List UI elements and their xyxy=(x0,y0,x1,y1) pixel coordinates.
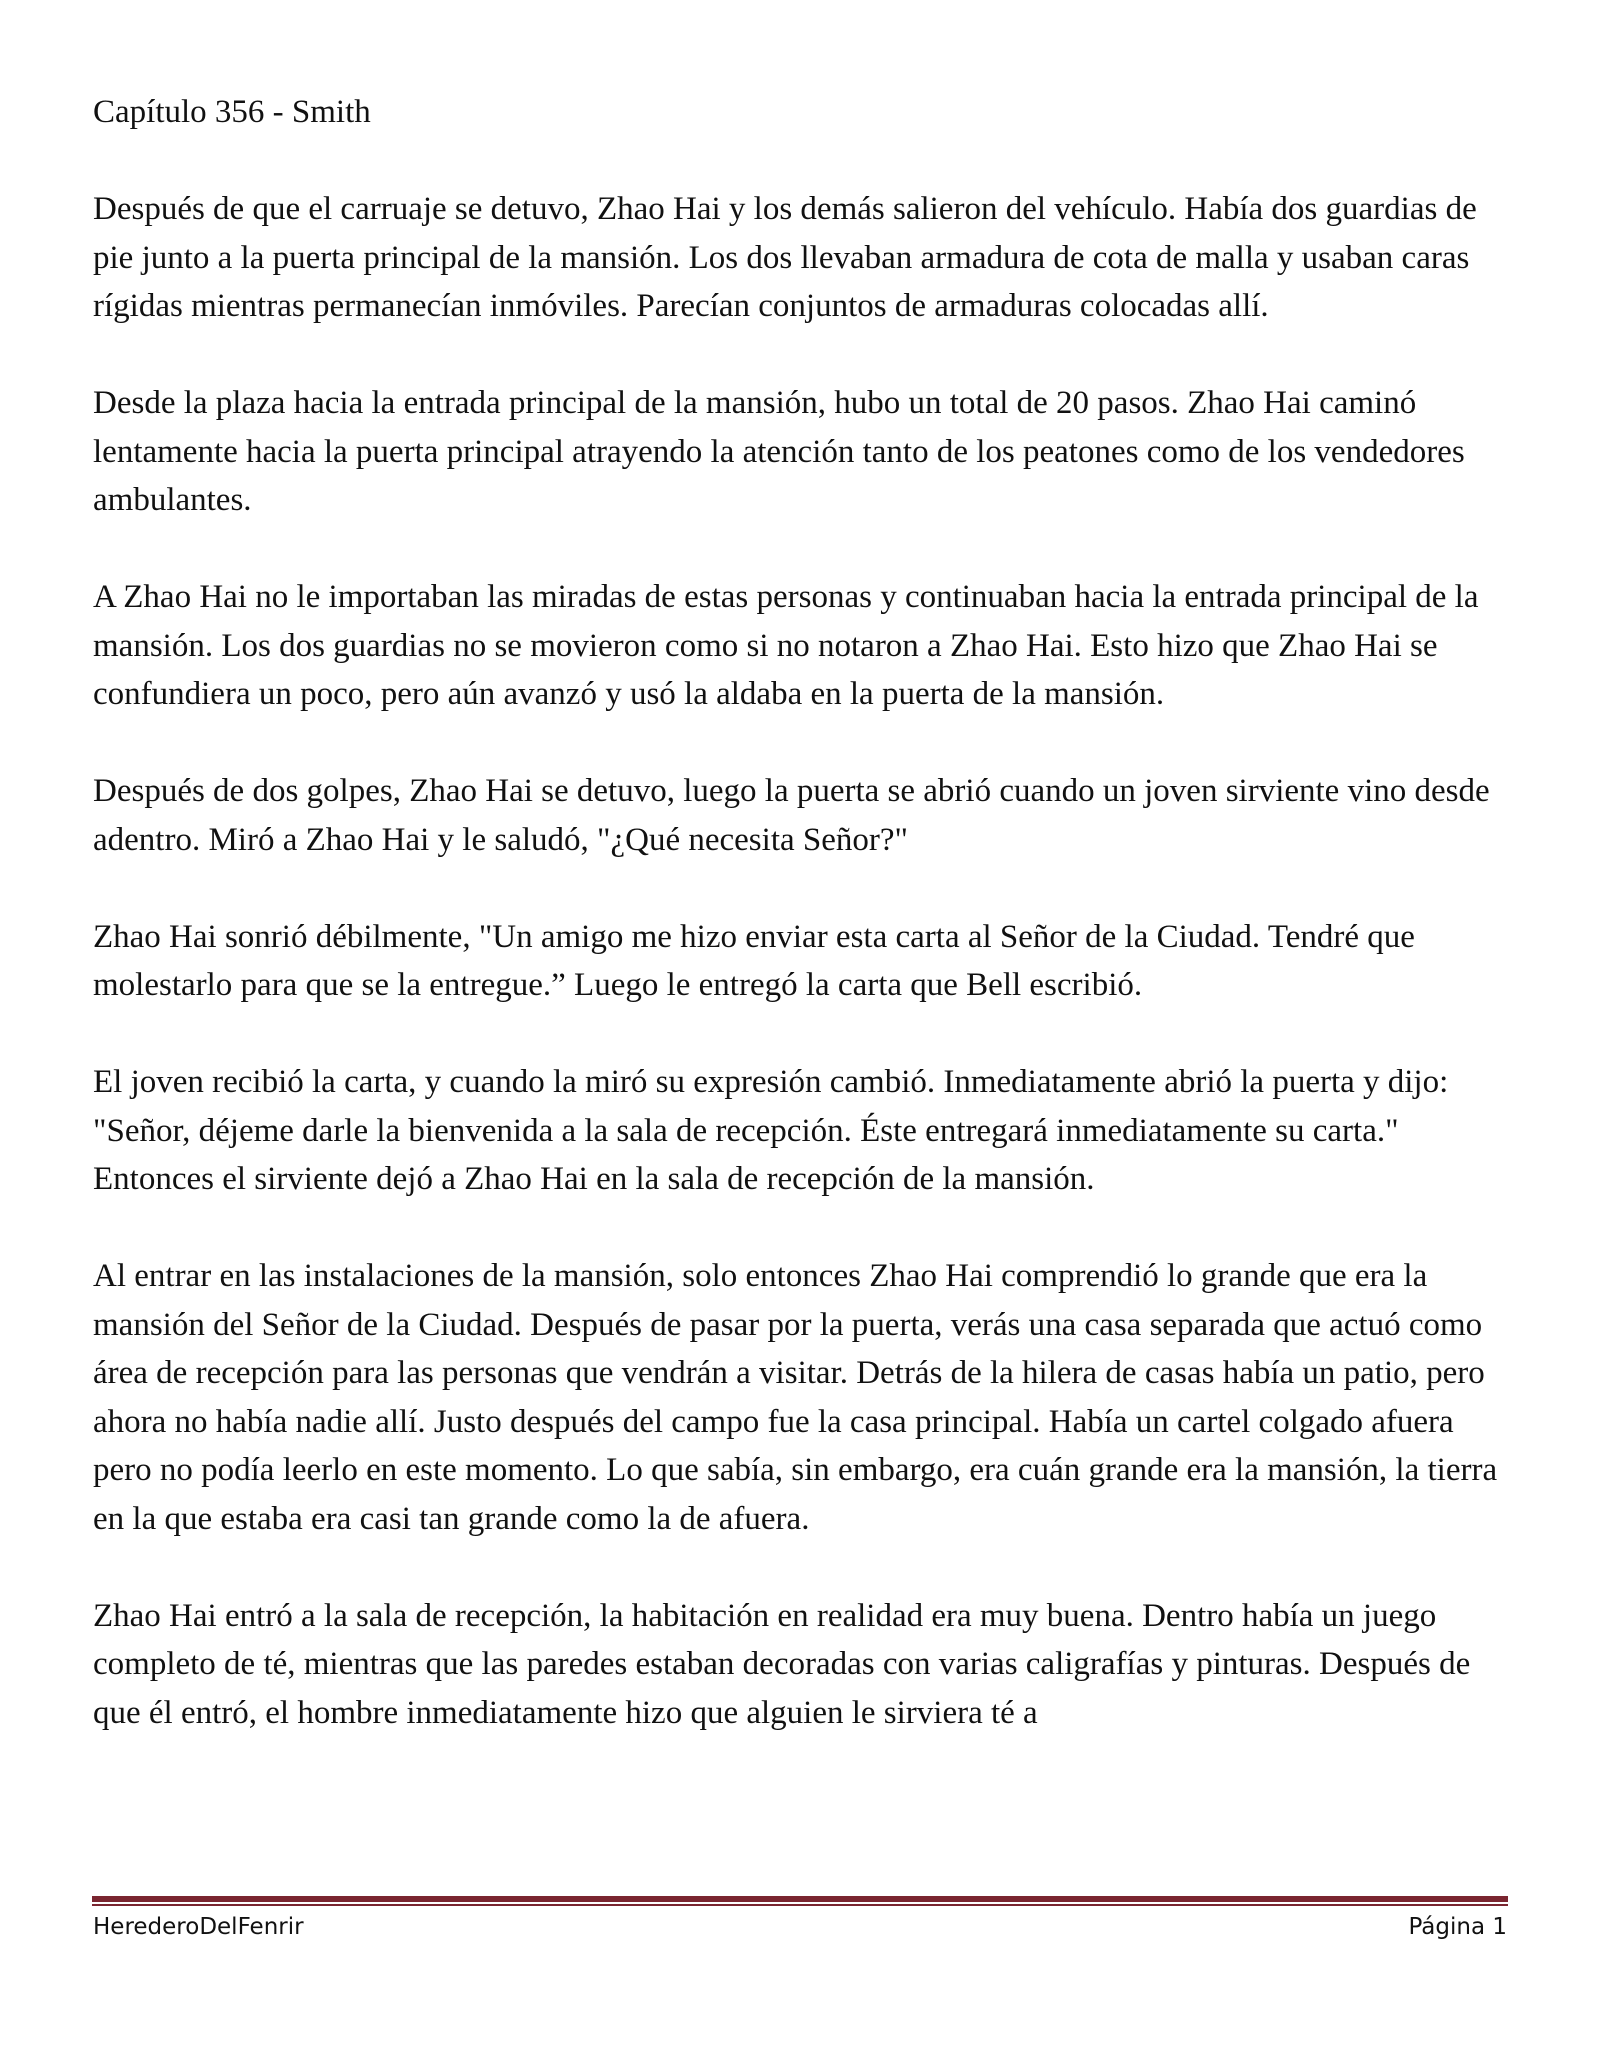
footer-divider-thin-line xyxy=(92,1904,1508,1906)
footer-page-number: Página 1 xyxy=(1408,1914,1507,1940)
footer-divider xyxy=(92,1896,1508,1906)
document-body xyxy=(93,88,1513,1737)
paragraph-4: Después de dos golpes, Zhao Hai se detuvo, luego la puerta se abrió cuando un joven sirviente vino desde adentro. Miró a Zhao Hai y le saludó, "¿Qué necesita Señor?" xyxy=(93,773,1490,858)
paragraph-6: El joven recibió la carta, y cuando la miró su expresión cambió. Inmediatamente abrió la puerta y dijo: "Señor, déjeme darle la bienvenida a la sala de recepción. Éste entregará inmediatamente su carta." Entonces el sirviente dejó a Zhao Hai en la sala de recepción de la mansión. xyxy=(93,1064,1449,1197)
paragraph-2: Desde la plaza hacia la entrada principal de la mansión, hubo un total de 20 pasos. Zhao Hai caminó lentamente hacia la puerta principal atrayendo la atención tanto de los peatones como de los vendedores ambulantes. xyxy=(93,385,1465,518)
page-footer xyxy=(93,1910,1507,1944)
paragraph-1: Después de que el carruaje se detuvo, Zhao Hai y los demás salieron del vehículo. Había dos guardias de pie junto a la puerta principal de la mansión. Los dos llevaban armadura de cota de malla y usaban caras rígidas mientras permanecían inmóviles. Parecían conjuntos de armaduras colocadas allí. xyxy=(93,191,1477,324)
paragraph-5: Zhao Hai sonrió débilmente, "Un amigo me hizo enviar esta carta al Señor de la Ciudad. Tendré que molestarlo para que se la entregue.” Luego le entregó la carta que Bell escribió. xyxy=(93,918,1415,1003)
footer-divider-thick-line xyxy=(92,1896,1508,1902)
footer-author: HerederoDelFenrir xyxy=(93,1914,304,1940)
paragraph-3: A Zhao Hai no le importaban las miradas de estas personas y continuaban hacia la entrada principal de la mansión. Los dos guardias no se movieron como si no notaron a Zhao Hai. Esto hizo que Zhao Hai se confundiera un poco, pero aún avanzó y usó la aldaba en la puerta de la mansión. xyxy=(93,579,1479,712)
chapter-title: Capítulo 356 - Smith xyxy=(93,94,371,130)
paragraph-7: Al entrar en las instalaciones de la mansión, solo entonces Zhao Hai comprendió lo grande que era la mansión del Señor de la Ciudad. Después de pasar por la puerta, verás una casa separada que actuó como área de recepción para las personas que vendrán a visitar. Detrás de la hilera de casas había un patio, pero ahora no había nadie allí. Justo después del campo fue la casa principal. Había un cartel colgado afuera pero no podía leerlo en este momento. Lo que sabía, sin embargo, era cuán grande era la mansión, la tierra en la que estaba era casi tan grande como la de afuera. xyxy=(93,1258,1498,1537)
paragraph-8: Zhao Hai entró a la sala de recepción, la habitación en realidad era muy buena. Dentro había un juego completo de té, mientras que las paredes estaban decoradas con varias caligrafías y pinturas. Después de que él entró, el hombre inmediatamente hizo que alguien le sirviera té a xyxy=(93,1597,1471,1731)
